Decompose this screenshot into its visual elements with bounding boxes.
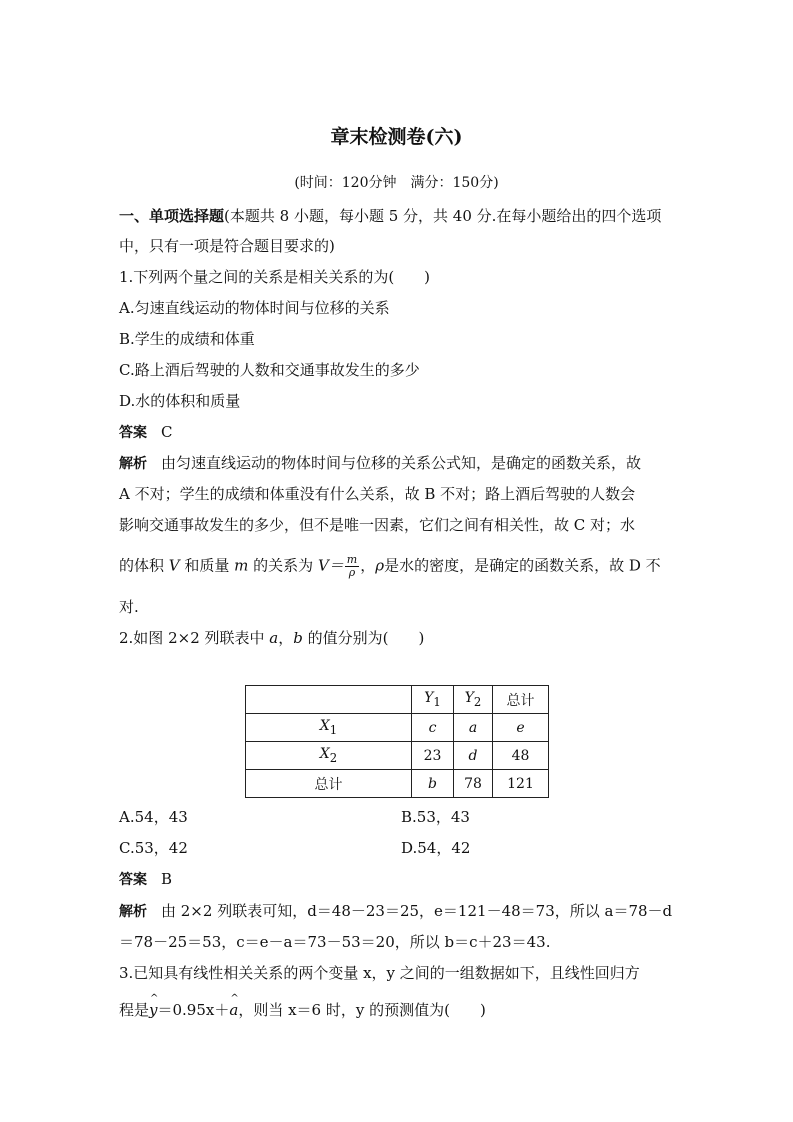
table-row bbox=[246, 714, 549, 742]
fraction bbox=[345, 554, 359, 579]
table-cell bbox=[454, 714, 493, 742]
cell-text: c bbox=[428, 719, 437, 736]
var-rho: ρ bbox=[375, 556, 385, 575]
row-label-sub: 2 bbox=[329, 750, 338, 765]
a-hat: ^ a bbox=[229, 1000, 238, 1020]
fraction-denominator: ρ bbox=[348, 566, 356, 579]
row-label-text: X bbox=[319, 718, 330, 735]
text: ， bbox=[278, 629, 294, 647]
header-text: Y bbox=[424, 690, 434, 707]
table-row bbox=[246, 742, 549, 770]
table-cell: 23 bbox=[412, 742, 454, 770]
q1-analysis-line3: 影响交通事故发生的多少，但不是唯一因素，它们之间有相关性，故 C 对；水 bbox=[119, 516, 636, 534]
row-label-sub: 1 bbox=[329, 722, 338, 737]
header-text: Y bbox=[464, 690, 474, 707]
q1-option-b: B.学生的成绩和体重 bbox=[119, 330, 255, 348]
table-row bbox=[246, 770, 549, 798]
row-label: 总计 bbox=[246, 770, 412, 798]
q2-analysis-line2: ＝78－25＝53，c＝e－a＝73－53＝20，所以 b＝c＋23＝43. bbox=[119, 933, 551, 951]
table-cell: 48 bbox=[493, 742, 549, 770]
row-label-text: X bbox=[319, 746, 330, 763]
analysis-text: 由 2×2 列联表可知，d＝48－23＝25，e＝121－48＝73，所以 a＝78－d bbox=[161, 902, 673, 920]
text: 的关系为 bbox=[248, 556, 318, 575]
var-a: a bbox=[269, 629, 279, 647]
table-header-cell bbox=[246, 686, 412, 714]
q1-analysis-line2: A 不对；学生的成绩和体重没有什么关系，故 B 不对；路上酒后驾驶的人数会 bbox=[119, 485, 636, 503]
table-cell: 78 bbox=[454, 770, 493, 798]
q2-option-d: D.54，42 bbox=[401, 839, 471, 857]
text: 程是 bbox=[119, 1001, 150, 1019]
table-header-row bbox=[246, 686, 549, 714]
q1-option-d: D.水的体积和质量 bbox=[119, 392, 241, 410]
q1-option-c: C.路上酒后驾驶的人数和交通事故发生的多少 bbox=[119, 361, 420, 379]
text: ＝0.95x＋ bbox=[157, 1001, 230, 1019]
page-title: 章末检测卷(六) bbox=[330, 126, 463, 148]
cell-text: d bbox=[468, 747, 478, 764]
text: 的体积 bbox=[119, 556, 169, 575]
text: ， bbox=[360, 556, 376, 575]
table-header-cell bbox=[454, 686, 493, 714]
q3-stem-line1: 3.已知具有线性相关关系的两个变量 x，y 之间的一组数据如下，且线性回归方 bbox=[119, 964, 640, 982]
contingency-table bbox=[245, 685, 549, 798]
analysis-label: 解析 bbox=[119, 456, 147, 472]
section-desc-line2: 中，只有一项是符合题目要求的) bbox=[119, 237, 335, 255]
var-V: V bbox=[168, 556, 180, 575]
table-header-cell: 总计 bbox=[493, 686, 549, 714]
section-heading: 一、单项选择题 bbox=[119, 207, 225, 225]
q1-analysis-line1 bbox=[119, 453, 641, 474]
var-b: b bbox=[293, 629, 303, 647]
q1-stem: 1.下列两个量之间的关系是相关关系的为( ) bbox=[119, 268, 431, 286]
table-cell bbox=[454, 742, 493, 770]
text: 2.如图 2×2 列联表中 bbox=[119, 629, 270, 647]
q3-stem-line2 bbox=[119, 1000, 486, 1020]
header-sub: 2 bbox=[473, 694, 482, 709]
section-heading-line bbox=[119, 206, 661, 226]
cell-text: e bbox=[516, 719, 525, 736]
q2-stem bbox=[119, 628, 424, 648]
answer-value: B bbox=[161, 870, 173, 888]
text: ，则当 x＝6 时，y 的预测值为( ) bbox=[238, 1001, 486, 1019]
analysis-text: 由匀速直线运动的物体时间与位移的关系公式知，是确定的函数关系，故 bbox=[161, 454, 642, 472]
q2-answer bbox=[119, 869, 172, 890]
q2-option-b: B.53，43 bbox=[401, 808, 470, 826]
answer-value: C bbox=[161, 423, 173, 441]
q1-analysis-line4 bbox=[119, 554, 661, 579]
q2-analysis-line1 bbox=[119, 901, 672, 922]
q2-option-a: A.54，43 bbox=[119, 808, 188, 826]
table-cell bbox=[493, 714, 549, 742]
table-header-cell bbox=[412, 686, 454, 714]
page-subtitle: (时间：120分钟 满分：150分) bbox=[294, 175, 499, 191]
table-cell bbox=[412, 714, 454, 742]
var-m: m bbox=[234, 556, 249, 575]
answer-label: 答案 bbox=[119, 425, 147, 441]
q1-analysis-line5: 对. bbox=[119, 598, 139, 616]
row-label bbox=[246, 742, 412, 770]
fraction-numerator: m bbox=[346, 553, 358, 566]
answer-label: 答案 bbox=[119, 872, 147, 888]
table-cell: 121 bbox=[493, 770, 549, 798]
analysis-label: 解析 bbox=[119, 904, 147, 920]
y-hat: ^ y bbox=[149, 1000, 157, 1020]
q2-option-c: C.53，42 bbox=[119, 839, 188, 857]
text: 是水的密度，是确定的函数关系，故 D 不 bbox=[384, 556, 661, 575]
table-cell bbox=[412, 770, 454, 798]
equation: V＝ bbox=[317, 556, 344, 575]
cell-text: b bbox=[428, 775, 437, 792]
cell-text: a bbox=[468, 719, 478, 736]
q1-answer bbox=[119, 422, 172, 443]
text: 和质量 bbox=[179, 556, 235, 575]
section-desc: (本题共 8 小题，每小题 5 分，共 40 分.在每小题给出的四个选项 bbox=[224, 207, 662, 225]
q1-option-a: A.匀速直线运动的物体时间与位移的关系 bbox=[119, 299, 390, 317]
text: 的值分别为( ) bbox=[302, 629, 425, 647]
header-sub: 1 bbox=[433, 694, 441, 709]
row-label bbox=[246, 714, 412, 742]
